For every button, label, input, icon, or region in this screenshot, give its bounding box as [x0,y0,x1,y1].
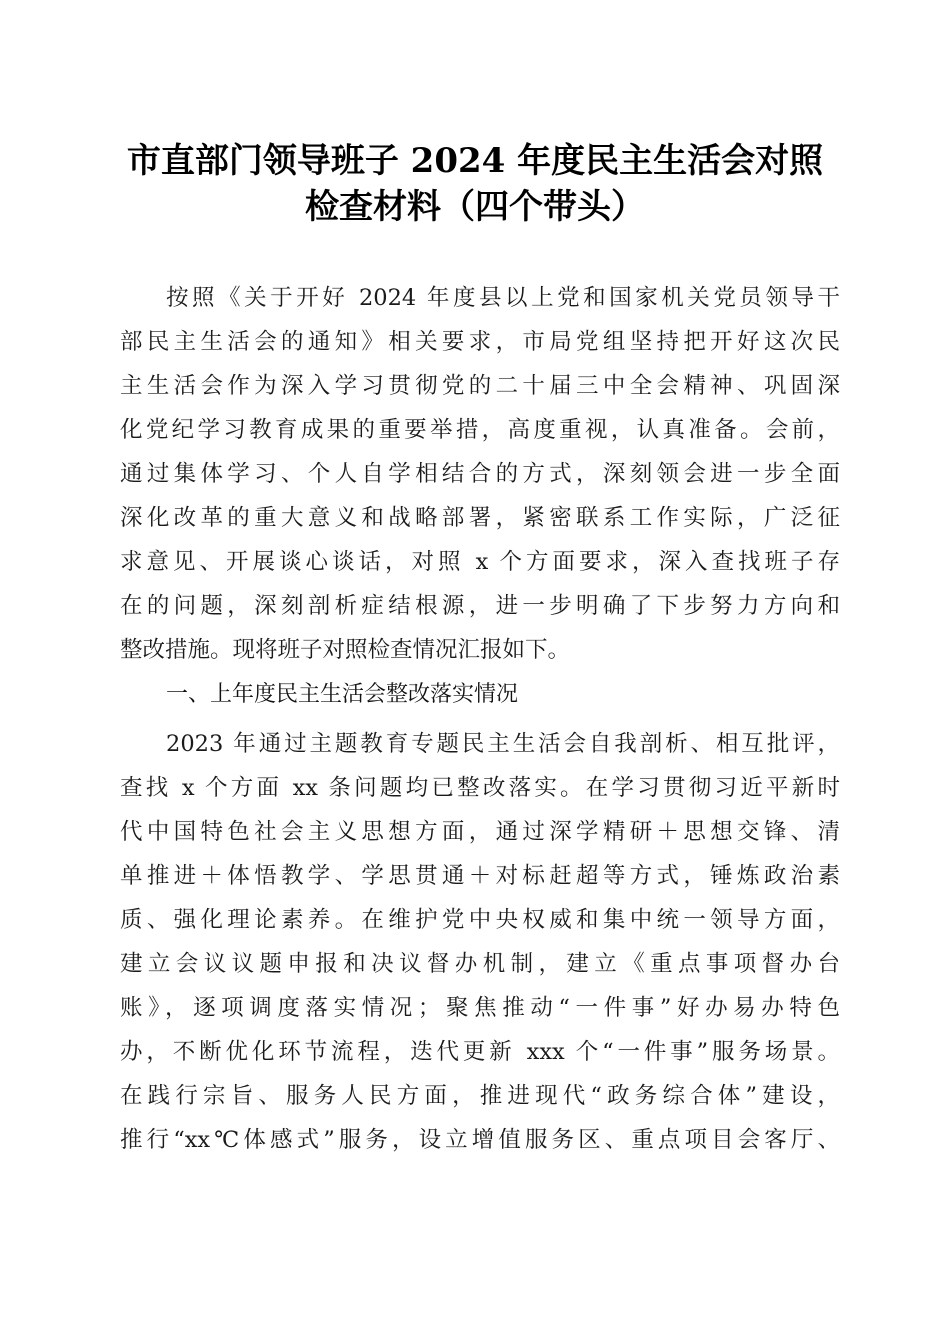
paragraph-2-line: 推行“xx℃体感式”服务，设立增值服务区、重点项目会客厅、 [120,1127,840,1153]
paragraph-1-line: 部民主生活会的通知》相关要求，市局党组坚持把开好这次民 [120,329,840,355]
paragraph-2-line: 建立会议议题申报和决议督办机制，建立《重点事项督办台 [120,951,840,977]
paragraph-2-line: 单推进＋体悟教学、学思贯通＋对标赶超等方式，锤炼政治素 [120,863,840,889]
paragraph-1-line: 深化改革的重大意义和战略部署，紧密联系工作实际，广泛征 [120,505,840,531]
paragraph-1-line: 通过集体学习、个人自学相结合的方式，深刻领会进一步全面 [120,461,840,487]
paragraph-2-line: 账》，逐项调度落实情况；聚焦推动“一件事”好办易办特色 [120,995,840,1021]
document-title-line-1: 市直部门领导班子 2024 年度民主生活会对照 [126,141,824,181]
paragraph-1-line: 求意见、开展谈心谈话，对照 x 个方面要求，深入查找班子存 [120,549,840,575]
paragraph-2-line: 质、强化理论素养。在维护党中央权威和集中统一领导方面， [120,907,840,933]
section-1-heading: 一、上年度民主生活会整改落实情况 [166,682,519,707]
paragraph-1-line: 在的问题，深刻剖析症结根源，进一步明确了下步努力方向和 [120,593,840,619]
paragraph-1-line: 化党纪学习教育成果的重要举措，高度重视，认真准备。会前， [120,417,840,443]
paragraph-1-line: 主生活会作为深入学习贯彻党的二十届三中全会精神、巩固深 [120,373,840,399]
paragraph-2-line: 办，不断优化环节流程，迭代更新 xxx 个“一件事”服务场景。 [120,1039,840,1065]
paragraph-2-line: 代中国特色社会主义思想方面，通过深学精研＋思想交锋、清 [120,819,840,845]
document-title-line-2: 检查材料（四个带头） [305,187,645,227]
paragraph-1-line: 按照《关于开好 2024 年度县以上党和国家机关党员领导干 [166,285,840,311]
paragraph-1-line: 整改措施。现将班子对照检查情况汇报如下。 [120,637,571,663]
paragraph-2-line: 在践行宗旨、服务人民方面，推进现代“政务综合体”建设， [120,1083,840,1109]
paragraph-2-line: 2023 年通过主题教育专题民主生活会自我剖析、相互批评， [166,731,840,757]
paragraph-2-line: 查找 x 个方面 xx 条问题均已整改落实。在学习贯彻习近平新时 [120,775,840,801]
